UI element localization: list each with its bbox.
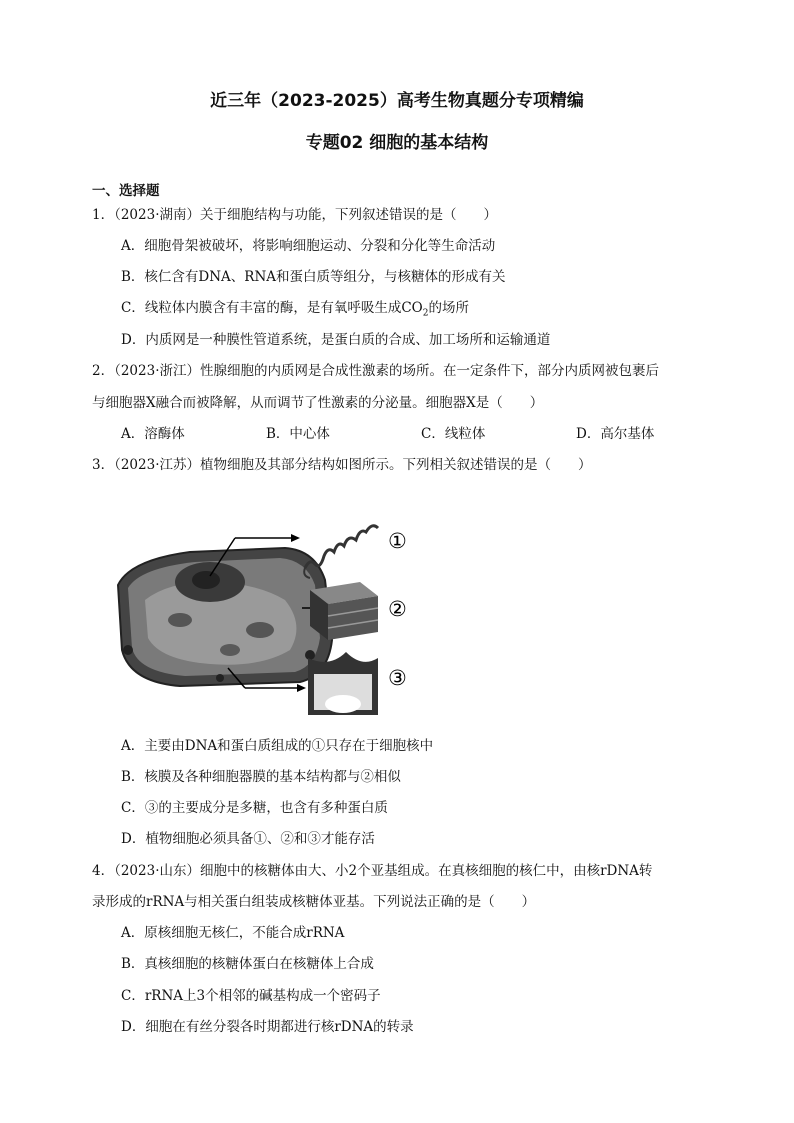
question-4-option-a: A．原核细胞无核仁，不能合成rRNA	[121, 925, 345, 941]
question-1-option-b: B．核仁含有DNA、RNA和蛋白质等组分，与核糖体的形成有关	[121, 269, 506, 285]
figure-label-1: ①	[388, 529, 407, 553]
document-title: 近三年（2023-2025）高考生物真题分专项精编	[210, 91, 584, 111]
question-2-option-d: D．高尔基体	[576, 426, 655, 442]
question-1-stem: 1．（2023·湖南）关于细胞结构与功能，下列叙述错误的是（ ）	[92, 207, 497, 223]
question-3-stem: 3．（2023·江苏）植物细胞及其部分结构如图所示。下列相关叙述错误的是（ ）	[92, 457, 592, 473]
question-3-option-d: D．植物细胞必须具备①、②和③才能存活	[121, 831, 375, 847]
question-4-option-d: D．细胞在有丝分裂各时期都进行核rDNA的转录	[121, 1019, 414, 1035]
question-2-option-a: A．溶酶体	[121, 426, 185, 442]
cell-wall-image	[308, 652, 378, 715]
figure-label-3: ③	[388, 666, 407, 690]
question-2-option-b: B．中心体	[266, 426, 330, 442]
question-1-option-c: C．线粒体内膜含有丰富的酶，是有氧呼吸生成$CO_2$的场所	[121, 300, 469, 319]
document-subtitle: 专题02 细胞的基本结构	[305, 133, 489, 153]
question-2-stem-line1: 2．（2023·浙江）性腺细胞的内质网是合成性激素的场所。在一定条件下，部分内质网被包裹后	[92, 363, 659, 379]
question-2-stem-line2: 与细胞器X融合而被降解，从而调节了性激素的分泌量。细胞器X是（ ）	[92, 395, 544, 411]
plant-cell-figure	[110, 490, 420, 720]
question-3-option-b: B．核膜及各种细胞器膜的基本结构都与②相似	[121, 769, 401, 785]
section-heading: 一、选择题	[92, 183, 160, 199]
question-1-option-a: A．细胞骨架被破坏，将影响细胞运动、分裂和分化等生命活动	[121, 238, 496, 254]
question-4-stem-line2: 录形成的rRNA与相关蛋白组装成核糖体亚基。下列说法正确的是（ ）	[92, 894, 536, 910]
plant-cell-image	[118, 548, 332, 686]
question-1-option-d: D．内质网是一种膜性管道系统，是蛋白质的合成、加工场所和运输通道	[121, 332, 551, 348]
question-2-option-c: C．线粒体	[421, 426, 486, 442]
question-3-option-a: A．主要由DNA和蛋白质组成的①只存在于细胞核中	[121, 738, 434, 754]
question-4-option-c: C．rRNA上3个相邻的碱基构成一个密码子	[121, 988, 381, 1004]
membrane-block-image	[310, 582, 378, 640]
question-4-option-b: B．真核细胞的核糖体蛋白在核糖体上合成	[121, 956, 374, 972]
question-3-option-c: C．③的主要成分是多糖，也含有多种蛋白质	[121, 800, 388, 816]
figure-label-2: ②	[388, 597, 407, 621]
question-4-stem-line1: 4．（2023·山东）细胞中的核糖体由大、小2个亚基组成。在真核细胞的核仁中，由核rDNA转	[92, 863, 653, 879]
